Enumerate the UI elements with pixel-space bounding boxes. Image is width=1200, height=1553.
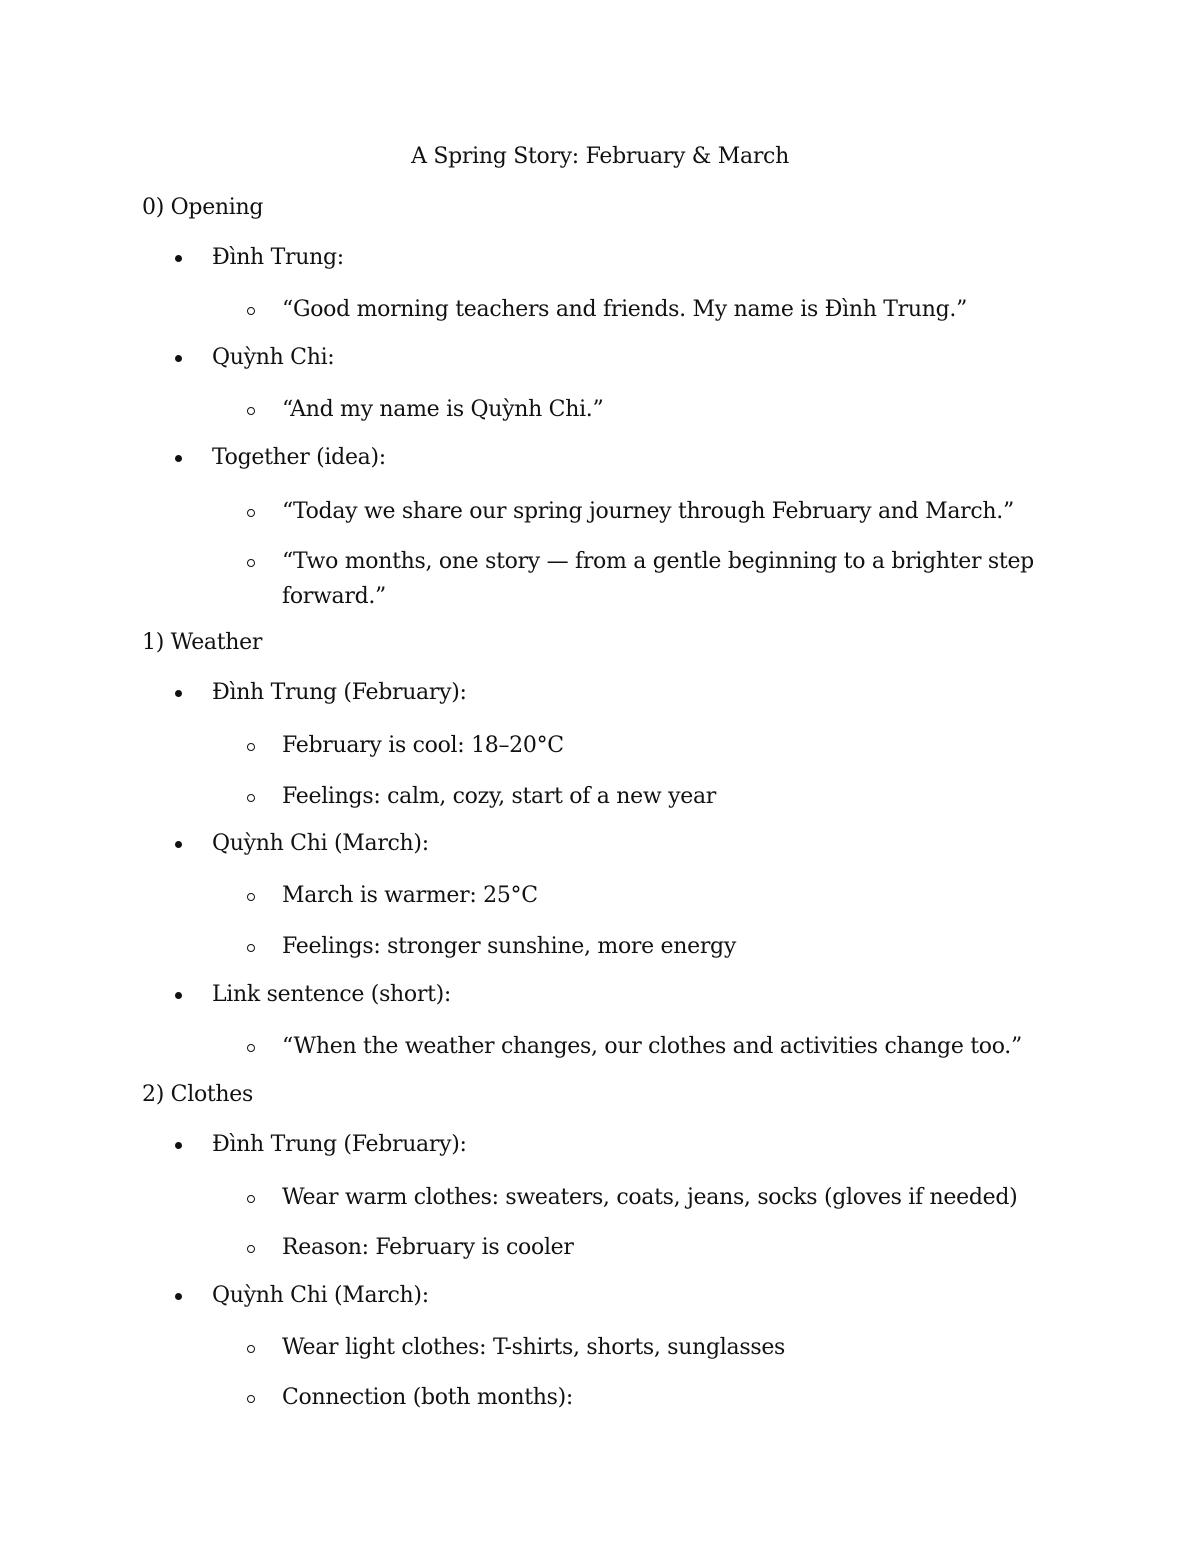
bullet-dot-icon [175,255,182,262]
bullet-dot-icon [175,1142,182,1149]
speaker-label: Quỳnh Chi: [212,345,335,370]
sub-bullet-text: Wear light clothes: T-shirts, shorts, sunglasses [282,1335,786,1360]
sub-bullet-text: March is warmer: 25°C [282,883,538,908]
hollow-circle-bullet-icon [247,1395,255,1403]
sub-bullet-text: February is cool: 18–20°C [282,733,564,758]
sub-bullet-text: Reason: February is cooler [282,1235,574,1260]
hollow-circle-bullet-icon [247,559,255,567]
speaker-label: Quỳnh Chi (March): [212,1283,429,1308]
hollow-circle-bullet-icon [247,743,255,751]
hollow-circle-bullet-icon [247,509,255,517]
hollow-circle-bullet-icon [247,794,255,802]
bullet-dot-icon [175,455,182,462]
sub-bullet-text: “Two months, one story — from a gentle beginning to a brighter step forward.” [282,549,1034,609]
sub-bullet-text: “When the weather changes, our clothes and activities change too.” [282,1034,1022,1059]
sub-bullet-text: “Today we share our spring journey through February and March.” [282,499,1014,524]
speaker-label: Link sentence (short): [212,982,452,1007]
bullet-dot-icon [175,355,182,362]
speaker-label: Đình Trung: [212,245,344,270]
section-heading-opening: 0) Opening [142,195,264,220]
speaker-label: Đình Trung (February): [212,680,467,705]
document-title: A Spring Story: February & March [411,144,789,169]
bullet-dot-icon [175,992,182,999]
hollow-circle-bullet-icon [247,1044,255,1052]
hollow-circle-bullet-icon [247,1195,255,1203]
speaker-label: Together (idea): [212,445,386,470]
sub-bullet-text: Wear warm clothes: sweaters, coats, jeans, socks (gloves if needed) [282,1185,1018,1210]
sub-bullet-text: Connection (both months): [282,1385,574,1410]
section-heading-clothes: 2) Clothes [142,1082,254,1107]
hollow-circle-bullet-icon [247,893,255,901]
sub-bullet-text: Feelings: stronger sunshine, more energy [282,934,736,959]
bullet-dot-icon [175,841,182,848]
hollow-circle-bullet-icon [247,407,255,415]
sub-bullet-text: “And my name is Quỳnh Chi.” [282,397,604,422]
speaker-label: Quỳnh Chi (March): [212,831,429,856]
hollow-circle-bullet-icon [247,1245,255,1253]
speaker-label: Đình Trung (February): [212,1132,467,1157]
sub-bullet-text: Feelings: calm, cozy, start of a new year [282,784,716,809]
section-heading-weather: 1) Weather [142,630,263,655]
hollow-circle-bullet-icon [247,307,255,315]
bullet-dot-icon [175,1293,182,1300]
bullet-dot-icon [175,690,182,697]
hollow-circle-bullet-icon [247,944,255,952]
sub-bullet-text: “Good morning teachers and friends. My name is Đình Trung.” [282,297,968,322]
hollow-circle-bullet-icon [247,1345,255,1353]
